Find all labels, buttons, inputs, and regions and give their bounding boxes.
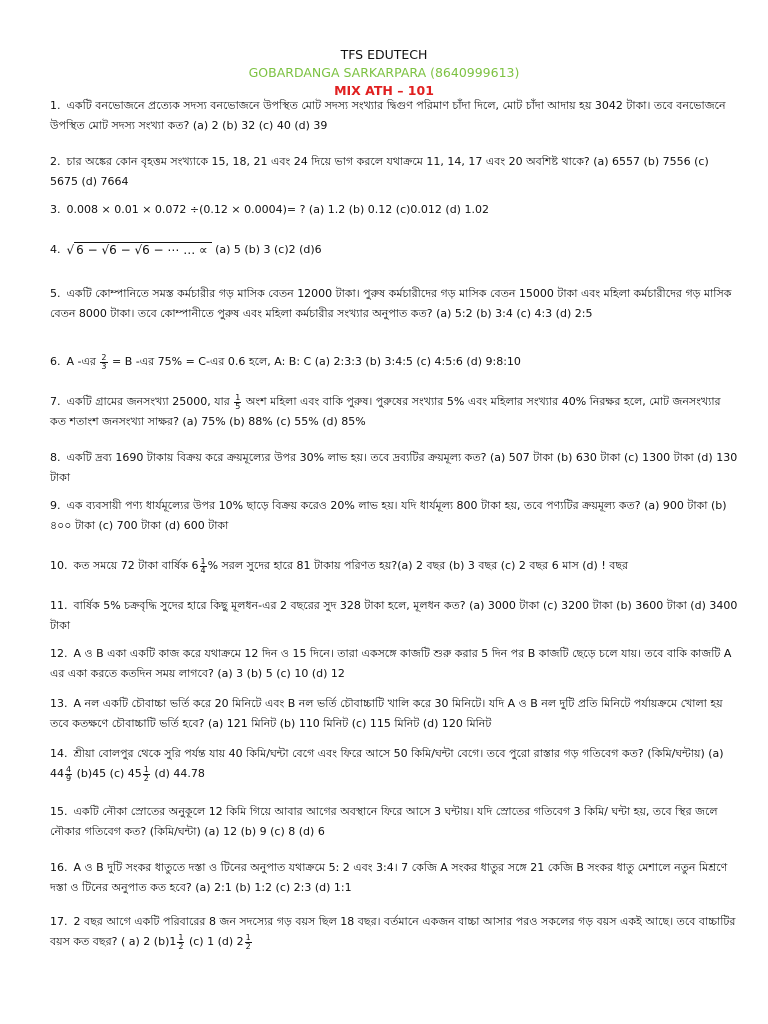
fraction: $\frac{1}{5}$ <box>235 392 241 411</box>
question-17: 17. 2 বছর আগে একটি পরিবারের 8 জন সদস্যের গড় বয়স ছিল 18 বছর। বর্তমানে একজন বাচ্চা আসার পরও সকলের গড় বয়স একই আছে। তবে বাচ্চাটির বয়স কত বছর? ( a) 2 (b)1 $\frac{1}{2}$ (c) 1 (d) 2 $\frac{1}{2}$ <box>50 915 736 951</box>
fraction: $\frac{4}{9}$ <box>66 764 72 783</box>
question-12: 12. A ও B একা একটি কাজ করে যথাক্রমে 12 দিন ও 15 দিনে। তারা একসঙ্গে কাজটি শুরু করার 5 দিন পর B কাজটি ছেড়ে চলে যায়। তবে বাকি কাজটি A এর একা করতে কতদিন সময় লাগবে? (a) 3 (b) 5 (c) 10 (d) 12 <box>50 647 732 680</box>
fraction: $\frac{1}{2}$ <box>245 932 251 951</box>
question-2: 2. চার অঙ্কের কোন বৃহত্তম সংখ্যাকে 15, 18, 21 এবং 24 দিয়ে ভাগ করলে যথাক্রমে 11, 14, 17 এবং 20 অবশিষ্ট থাকে? (a) 6557 (b) 7556 (c) 5675 (d) 7664 <box>50 155 709 188</box>
question-11: 11. বার্ষিক 5% চক্রবৃদ্ধি সুদের হারে কিছু মূলধন-এর 2 বছরের সুদ 328 টাকা হলে, মূলধন কত? (a) 3000 টাকা (c) 3200 টাকা (b) 3600 টাকা (d) 3400 টাকা <box>50 599 738 632</box>
question-8: 8. একটি দ্রব্য 1690 টাকায় বিক্রয় করে ক্রয়মূল্যের উপর 30% লাভ হয়। তবে দ্রব্যটির ক্রয়মূল্য কত? (a) 507 টাকা (b) 630 টাকা (c) 1300 টাকা (d) 130 টাকা <box>50 451 738 484</box>
question-1: 1. একটি বনভোজনে প্রত্যেক সদস্য বনভোজনে উপস্থিত মোট সদস্য সংখ্যার দ্বিগুণ পরিমাণ চাঁদা দিলে, মোট চাঁদা আদায় হয় 3042 টাকা। তবে বনভোজনে উপস্থিত মোট সদস্য সংখ্যা কত? (a) 2 (b) 32 (c) 40 (d) 39 <box>50 99 726 132</box>
question-16: 16. A ও B দুটি সংকর ধাতুতে দস্তা ও টিনের অনুপাত যথাক্রমে 5: 2 এবং 3:4। 7 কেজি A সংকর ধাতুর সঙ্গে 21 কেজি B সংকর ধাতু মেশালে নতুন মিশ্রণে দস্তা ও টিনের অনুপাত কত হবে? (a) 2:1 (b) 1:2 (c) 2:3 (d) 1:1 <box>50 861 728 894</box>
radical-expression: √ 6 − √6 − √6 − ⋯ … ∝ <box>67 240 212 260</box>
question-5: 5. একটি কোম্পানিতে সমস্ত কর্মচারীর গড় মাসিক বেতন 12000 টাকা। পুরুষ কর্মচারীদের গড় মাসিক বেতন 15000 টাকা এবং মহিলা কর্মচারীদের গড় মাসিক বেতন 8000 টাকা। তবে কোম্পানীতে পুরুষ এবং মহিলা কর্মচারীর সংখ্যার অনুপাত কত? (a) 5:2 (b) 3:4 (c) 4:3 (d) 2:5 <box>50 287 732 320</box>
question-14: 14. শ্রীয়া বোলপুর থেকে সুরি পর্যন্ত যায় 40 কিমি/ঘন্টা বেগে এবং ফিরে আসে 50 কিমি/ঘন্টা বেগে। তবে পুরো রাস্তার গড় গতিবেগ কত? (কিমি/ঘন্টায়) (a) 44 $\frac{4}{9}$ (b)45 (c) 45 $\frac{1}{2}$ (d) 44.78 <box>50 747 724 783</box>
institute-title: TFS EDUTECH <box>340 47 428 62</box>
question-9: 9. এক ব্যবসায়ী পণ্য ধার্যমূল্যের উপর 10% ছাড়ে বিক্রয় করেও 20% লাভ হয়। যদি ধার্যমূল্য 800 টাকা হয়, তবে পণ্যটির ক্রয়মূল্য কত? (a) 900 টাকা (b) ৪০০ টাকা (c) 700 টাকা (d) 600 টাকা <box>50 499 727 532</box>
question-6: 6. A -এর $\frac{2}{3}$ = B -এর 75% = C-এর 0.6 হলে, A: B: C (a) 2:3:3 (b) 3:4:5 (c) 4:5:6 (d) 9:8:10 <box>50 352 521 371</box>
question-10: 10. কত সময়ে 72 টাকা বার্ষিক 6 $\frac{1}{4}$ % সরল সুদের হারে 81 টাকায় পরিণত হয়?(a) 2 বছর (b) 3 বছর (c) 2 বছর 6 মাস (d) ! বছর <box>50 556 629 575</box>
fraction: $\frac{1}{2}$ <box>178 932 184 951</box>
question-3: 3. 0.008 × 0.01 × 0.072 ÷(0.12 × 0.0004)= ? (a) 1.2 (b) 0.12 (c)0.012 (d) 1.02 <box>50 203 489 216</box>
fraction: $\frac{1}{4}$ <box>200 556 206 575</box>
institute-address: GOBARDANGA SARKARPARA (8640999613) <box>248 65 520 80</box>
question-13: 13. A নল একটি চৌবাচ্চা ভর্তি করে 20 মিনিটে এবং B নল ভর্তি চৌবাচ্চাটি খালি করে 30 মিনিটে। যদি A ও B নল দুটি প্রতি মিনিটে পর্যায়ক্রমে খোলা হয় তবে কতক্ষণে চৌবাচ্চাটি ভর্তি হবে? (a) 121 মিনিট (b) 110 মিনিট (c) 115 মিনিট (d) 120 মিনিট <box>50 697 723 730</box>
fraction: $\frac{2}{3}$ <box>101 352 107 371</box>
question-7: 7. একটি গ্রামের জনসংখ্যা 25000, যার $\frac{1}{5}$ অংশ মহিলা এবং বাকি পুরুষ। পুরুষের সংখ্যার 5% এবং মহিলার সংখ্যার 40% নিরক্ষর হলে, মোট জনসংখ্যার কত শতাংশ জনসংখ্যা সাক্ষর? (a) 75% (b) 88% (c) 55% (d) 85% <box>50 392 721 428</box>
document-header <box>0 46 768 99</box>
test-code: MIX ATH – 101 <box>334 83 434 98</box>
question-15: 15. একটি নৌকা স্রোতের অনুকূলে 12 কিমি গিয়ে আবার আগের অবস্থানে ফিরে আসে 3 ঘন্টায়। যদি স্রোতের গতিবেগ 3 কিমি/ ঘন্টা হয়, তবে স্থির জলে নৌকার গতিবেগ কত? (কিমি/ঘন্টা) (a) 12 (b) 9 (c) 8 (d) 6 <box>50 805 718 838</box>
question-4: 4. √ 6 − √6 − √6 − ⋯ … ∝ (a) 5 (b) 3 (c)2 (d)6 <box>50 240 740 260</box>
fraction: $\frac{1}{2}$ <box>143 764 149 783</box>
